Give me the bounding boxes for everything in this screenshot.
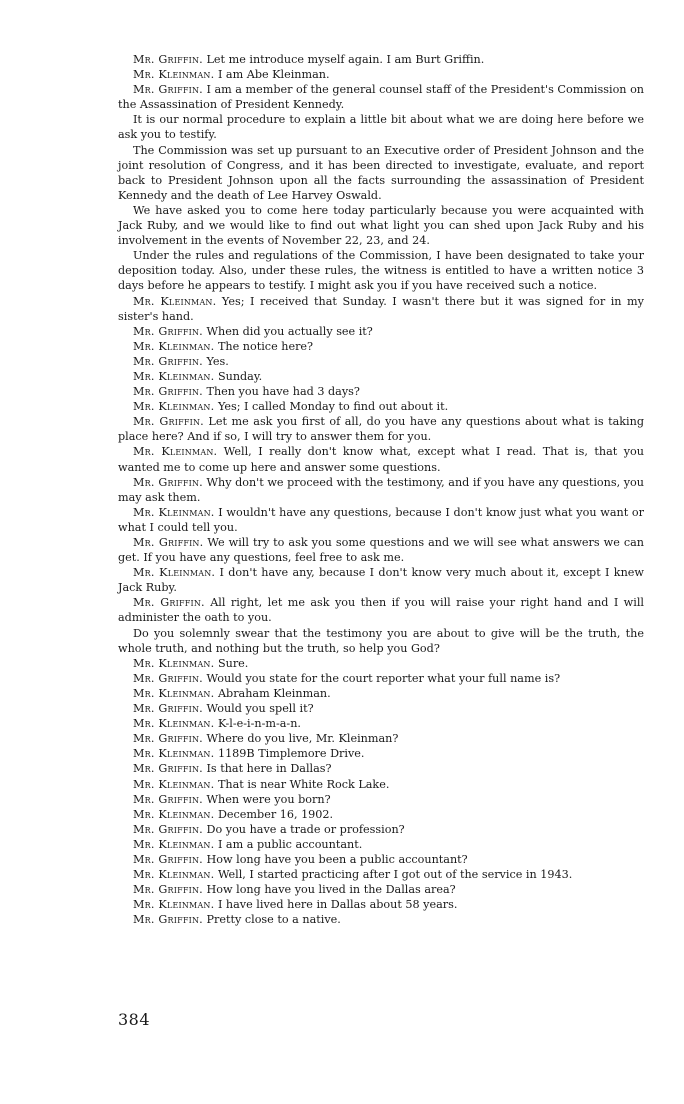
speaker-name: Mr. Griffin. (133, 702, 203, 716)
transcript-paragraph (118, 324, 644, 339)
speaker-name: Mr. Griffin. (133, 762, 203, 776)
statement-text: Let me introduce myself again. I am Burt Griffin. (202, 53, 485, 66)
transcript-paragraph (118, 852, 644, 867)
statement-text: When were you born? (202, 792, 331, 806)
statement-text: Sunday. (214, 369, 263, 383)
statement-text: December 16, 1902. (214, 807, 334, 821)
transcript-paragraph (118, 444, 644, 474)
transcript-paragraph (118, 294, 644, 324)
transcript-paragraph (118, 897, 644, 912)
statement-text: I wouldn't have any questions, because I don't know just what you want or what I could tell you. (118, 505, 644, 534)
transcript-paragraph (118, 67, 644, 82)
transcript-paragraph (118, 82, 644, 112)
statement-text: Under the rules and regulations of the Commission, I have been designated to take your deposition today. Also, under these rules, the witness is entitled to have a written notice 3 days before he appears to testify. I might ask you if you have received such a notice. (118, 249, 644, 293)
speaker-name: Mr. Kleinman. (133, 505, 215, 519)
speaker-name: Mr. Kleinman. (133, 369, 215, 383)
statement-text: Well, I started practicing after I got out of the service in 1943. (214, 868, 573, 882)
transcript-paragraph (118, 656, 644, 671)
statement-text: I don't have any, because I don't know very much about it, except I knew Jack Ruby. (118, 566, 644, 595)
document-page (118, 52, 644, 1052)
speaker-name: Mr. Kleinman. (133, 68, 215, 82)
statement-text: I am a member of the general counsel staff of the President's Commission on the Assassination of President Kennedy. (118, 83, 645, 112)
statement-text: Sure. (214, 656, 249, 670)
statement-text: Well, I really don't know what, except what I read. That is, that you wanted me to come up here and answer some questions. (118, 445, 644, 474)
transcript-paragraph (118, 746, 644, 761)
statement-text: I have lived here in Dallas about 58 years. (214, 898, 458, 912)
transcript-paragraph (118, 716, 644, 731)
transcript-paragraph (118, 731, 644, 746)
transcript-paragraph (118, 535, 644, 565)
speaker-name: Mr. Kleinman. (133, 686, 215, 700)
transcript-paragraph (118, 475, 644, 505)
speaker-name: Mr. Kleinman. (133, 339, 215, 353)
statement-text: When did you actually see it? (202, 324, 373, 338)
statement-text: The notice here? (214, 339, 314, 353)
statement-text: Do you have a trade or profession? (202, 822, 405, 836)
statement-text: Yes; I received that Sunday. I wasn't there but it was signed for in my sister's hand. (118, 294, 644, 323)
statement-text: K-l-e-i-n-m-a-n. (214, 717, 301, 731)
statement-text: Would you spell it? (202, 702, 314, 716)
statement-text: Do you solemnly swear that the testimony you are about to give will be the truth, the whole truth, and nothing but the truth, so help you God? (118, 626, 644, 655)
speaker-name: Mr. Kleinman. (133, 400, 215, 414)
transcript-paragraph (118, 867, 644, 882)
transcript-paragraph (118, 807, 644, 822)
transcript-paragraph (118, 354, 644, 369)
transcript-paragraph (118, 837, 644, 852)
speaker-name: Mr. Kleinman. (133, 837, 215, 851)
transcript-paragraph (118, 369, 644, 384)
statement-text: I am a public accountant. (214, 837, 363, 851)
transcript-paragraph (118, 822, 644, 837)
statement-text: Then you have had 3 days? (202, 385, 360, 399)
speaker-name: Mr. Griffin. (133, 415, 204, 429)
speaker-name: Mr. Griffin. (133, 732, 203, 746)
speaker-name: Mr. Griffin. (133, 83, 203, 97)
transcript-paragraph (118, 339, 644, 354)
statement-text: Abraham Kleinman. (214, 686, 331, 700)
deposition-transcript (118, 52, 644, 927)
transcript-paragraph (118, 505, 644, 535)
transcript-paragraph (118, 414, 644, 444)
statement-text: Let me ask you first of all, do you have any questions about what is taking place here? And if so, I will try to answer them for you. (118, 415, 644, 444)
transcript-paragraph (118, 112, 644, 142)
statement-text: Yes; I called Monday to find out about it. (214, 400, 449, 414)
statement-text: Why don't we proceed with the testimony, and if you have any questions, you may ask them. (118, 475, 644, 504)
speaker-name: Mr. Griffin. (133, 671, 203, 685)
speaker-name: Mr. Griffin. (133, 822, 203, 836)
statement-text: Yes. (202, 354, 229, 368)
statement-text: Pretty close to a native. (202, 913, 341, 927)
speaker-name: Mr. Kleinman. (133, 807, 215, 821)
speaker-name: Mr. Kleinman. (133, 777, 215, 791)
speaker-name: Mr. Kleinman. (133, 747, 215, 761)
transcript-paragraph (118, 595, 644, 625)
speaker-name: Mr. Griffin. (133, 852, 203, 866)
page-number: 384 (118, 1010, 151, 1029)
transcript-paragraph (118, 686, 644, 701)
speaker-name: Mr. Kleinman. (133, 717, 215, 731)
transcript-paragraph (118, 143, 644, 203)
transcript-paragraph (118, 52, 644, 67)
transcript-paragraph (118, 912, 644, 927)
speaker-name: Mr. Griffin. (133, 792, 203, 806)
transcript-paragraph (118, 203, 644, 248)
transcript-paragraph (118, 384, 644, 399)
statement-text: Would you state for the court reporter what your full name is? (202, 671, 561, 685)
transcript-paragraph (118, 761, 644, 776)
transcript-paragraph (118, 777, 644, 792)
transcript-paragraph (118, 792, 644, 807)
speaker-name: Mr. Griffin. (133, 354, 203, 368)
statement-text: We have asked you to come here today particularly because you were acquainted with Jack Ruby, and we would like to find out what light you can shed upon Jack Ruby and his involvement in the events of November 22, 23, and 24. (118, 203, 644, 248)
speaker-name: Mr. Griffin. (133, 385, 203, 399)
speaker-name: Mr. Griffin. (133, 536, 204, 549)
speaker-name: Mr. Griffin. (133, 53, 203, 66)
speaker-name: Mr. Kleinman. (133, 445, 218, 459)
speaker-name: Mr. Griffin. (133, 324, 203, 338)
statement-text: Where do you live, Mr. Kleinman? (202, 732, 399, 746)
speaker-name: Mr. Kleinman. (133, 898, 215, 912)
transcript-paragraph (118, 565, 644, 595)
statement-text: That is near White Rock Lake. (214, 777, 390, 791)
speaker-name: Mr. Griffin. (133, 883, 203, 897)
transcript-paragraph (118, 701, 644, 716)
statement-text: I am Abe Kleinman. (214, 68, 330, 82)
statement-text: How long have you been a public accountant? (202, 852, 468, 866)
speaker-name: Mr. Griffin. (133, 596, 205, 610)
speaker-name: Mr. Griffin. (133, 475, 203, 489)
speaker-name: Mr. Kleinman. (133, 294, 217, 308)
transcript-paragraph (118, 671, 644, 686)
statement-text: We will try to ask you some questions and we will see what answers we can get. If you have any questions, feel free to ask me. (118, 536, 644, 565)
statement-text: The Commission was set up pursuant to an Executive order of President Johnson and the joint resolution of Congress, and it has been directed to investigate, evaluate, and report back to President Johnson upon all the facts surrounding the assassination of President Kennedy and the death of Lee Harvey Oswald. (118, 143, 644, 202)
statement-text: It is our normal procedure to explain a little bit about what we are doing here before we ask you to testify. (118, 113, 644, 142)
statement-text: How long have you lived in the Dallas area? (202, 883, 456, 897)
speaker-name: Mr. Kleinman. (133, 656, 215, 670)
statement-text: Is that here in Dallas? (202, 762, 332, 776)
statement-text: 1189B Timplemore Drive. (214, 747, 365, 761)
transcript-paragraph (118, 882, 644, 897)
transcript-paragraph (118, 248, 644, 293)
transcript-paragraph (118, 399, 644, 414)
speaker-name: Mr. Kleinman. (133, 566, 216, 580)
speaker-name: Mr. Griffin. (133, 913, 203, 927)
speaker-name: Mr. Kleinman. (133, 868, 215, 882)
transcript-paragraph (118, 626, 644, 656)
statement-text: All right, let me ask you then if you will raise your right hand and I will administer the oath to you. (118, 596, 644, 625)
